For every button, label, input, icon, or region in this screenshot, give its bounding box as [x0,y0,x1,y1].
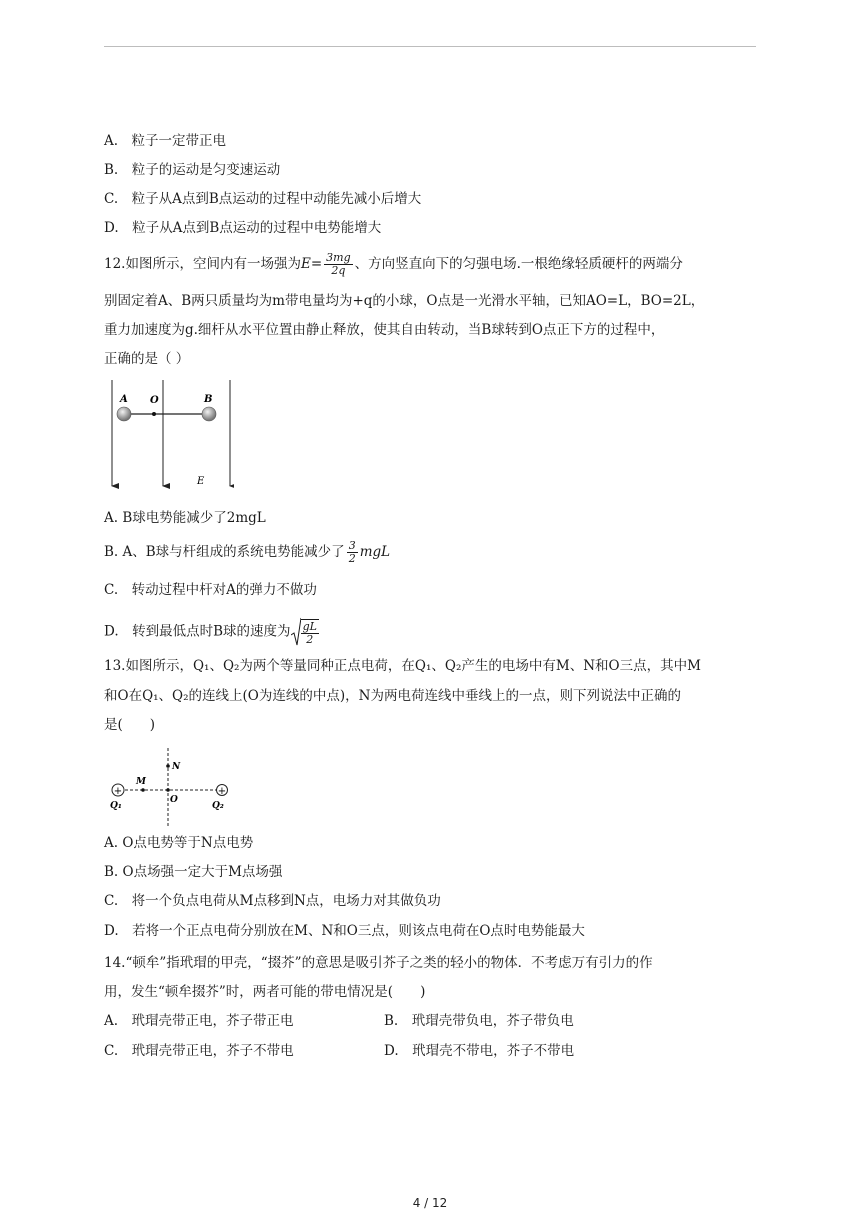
q12-stem-line2: 别固定着A、B两只质量均为m带电量均为+q的小球，O点是一光滑水平轴，已知AO=L，BO=2L， [104,293,705,309]
fig-label-m: M [136,777,146,787]
q13-figure [104,746,228,826]
q13-stem-line2: 和O在Q₁、Q₂的连线上(O为连线的中点)，N为两电荷连线中垂线上的一点，则下列说法中正确的 [104,688,681,704]
q12-option-b: B. A、B球与杆组成的系统电势能减少了 $\frac{3}{2}$ mgL [104,539,391,565]
fig-label-o: O [170,795,178,805]
q12-field-formula: $\frac{3mg}{2q}$ [326,251,351,277]
q13-option-b: B. O点场强一定大于M点场强 [104,864,283,880]
fig-label-q1: Q₁ [110,801,122,811]
q13-option-d: D. 若将一个正点电荷分别放在M、N和O三点，则该点电荷在O点时电势能最大 [104,923,585,939]
q13-option-a: A. O点电势等于N点电势 [104,835,254,851]
sqrt-icon [291,617,301,647]
fig-label-o: O [150,395,159,406]
q11-option-b: B. 粒子的运动是匀变速运动 [104,162,281,178]
q14-option-c: C. 玳瑁壳带正电，芥子不带电 [104,1043,294,1059]
q13-stem-line3: 是( ) [104,717,156,733]
q12-option-d: D. 转到最低点时B球的速度为 $\frac{gL}{2}$ [104,617,321,647]
q11-option-c: C. 粒子从A点到B点运动的过程中动能先减小后增大 [104,191,422,207]
q14-option-b: B. 玳瑁壳带负电，芥子带负电 [384,1013,574,1029]
q12-stem-line1: 12.如图所示，空间内有一场强为E= $\frac{3mg}{2q}$ 、方向竖直向下的匀强电场.一根绝缘轻质硬杆的两端分 [104,251,683,277]
q11-option-d: D. 粒子从A点到B点运动的过程中电势能增大 [104,220,382,236]
fig-label-b: B [204,394,213,405]
q12-stem-line3: 重力加速度为g.细杆从水平位置由静止释放，使其自由转动，当B球转到O点正下方的过程中， [104,322,665,338]
fig-label-a: A [120,394,128,405]
q13-stem-line1: 13.如图所示，Q₁、Q₂为两个等量同种正点电荷，在Q₁、Q₂产生的电场中有M、N和O三点，其中M [104,658,701,674]
q14-option-d: D. 玳瑁壳不带电，芥子不带电 [384,1043,575,1059]
q12-stem-line4: 正确的是（ ） [104,351,190,367]
fig-label-q2: Q₂ [212,801,224,811]
fig-label-n: N [172,762,181,772]
q12-figure [104,380,234,492]
q14-stem-line1: 14.“顿牟”指玳瑁的甲壳，“掇芥”的意思是吸引芥子之类的轻小的物体．不考虑万有引力的作 [104,955,653,971]
q14-option-a: A. 玳瑁壳带正电，芥子带正电 [104,1013,294,1029]
plus-icon: + [217,786,227,797]
q12-option-a: A. B球电势能减少了2mgL [104,510,266,526]
q11-option-a: A. 粒子一定带正电 [104,133,227,149]
fig-label-e: E [197,476,205,487]
q14-stem-line2: 用，发生“顿牟掇芥”时，两者可能的带电情况是( ) [104,984,426,1000]
q12-option-c: C. 转动过程中杆对A的弹力不做功 [104,582,317,598]
q13-option-c: C. 将一个负点电荷从M点移到N点，电场力对其做负功 [104,893,441,909]
plus-icon: + [113,786,123,797]
page-number: 4 / 12 [412,1196,448,1210]
header-rule [104,46,756,47]
